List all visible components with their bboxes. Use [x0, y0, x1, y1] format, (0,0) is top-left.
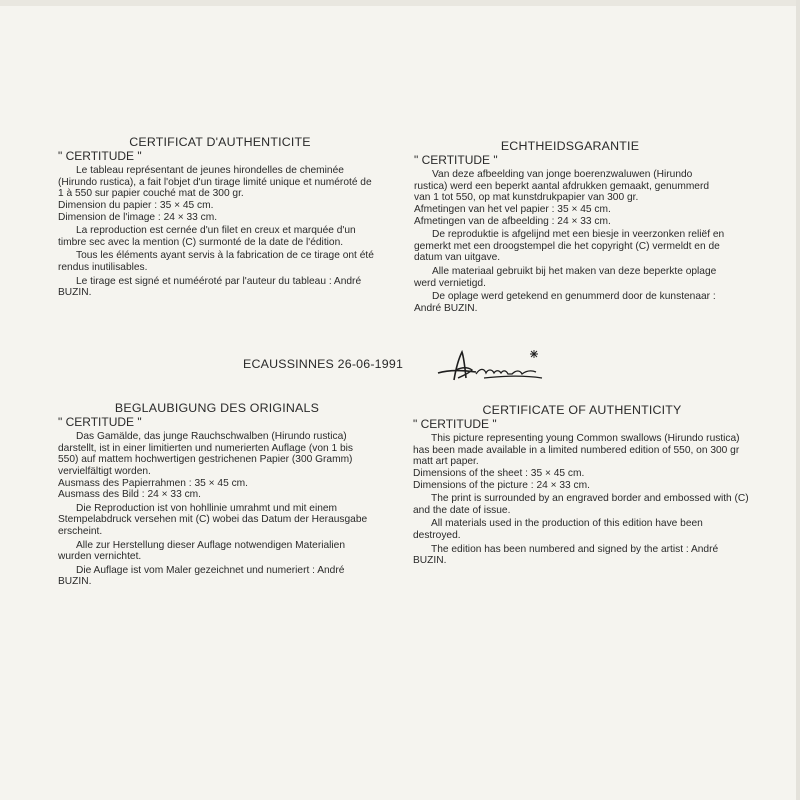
dutch-paragraph-3: Alle materiaal gebruikt bij het maken van deze beperkte oplage werd vernietigd. — [414, 265, 717, 289]
english-subtitle: " CERTITUDE " — [413, 416, 497, 431]
dutch-title: ECHTHEIDSGARANTIE — [500, 139, 640, 153]
english-dimension-picture: Dimensions of the picture : 24 × 33 cm. — [413, 479, 590, 491]
french-title: CERTIFICAT D'AUTHENTICITE — [129, 135, 311, 149]
english-paragraph-3: All materials used in the production of this edition have been destroyed. — [413, 518, 703, 541]
dutch-dimension-sheet: Afmetingen van het vel papier : 35 × 45 cm. — [414, 203, 611, 215]
dutch-paragraph-2: De reproduktie is afgelijnd met een biesje in veerzonken reliëf en gemerkt met een droogstempel die het copyright (C) vermeldt en de datum van uitgave. — [414, 229, 725, 264]
german-paragraph-2: Die Reproduction ist von hohllinie umrahmt und mit einem Stempelabdruck versehen mit (C) wobei das Datum der Herausgabe erscheint. — [58, 502, 368, 537]
english-certificate-block — [413, 405, 751, 567]
dutch-certificate-block — [414, 141, 726, 314]
english-dimension-sheet: Dimensions of the sheet : 35 × 45 cm. — [413, 467, 585, 479]
german-certificate-block — [58, 403, 376, 588]
english-paragraph-1: This picture representing young Common swallows (Hirundo rustica) has been made available in a limited numbered edition of 550, on 300 gr matt art paper. — [413, 433, 740, 468]
french-paragraph-3: Tous les éléments ayant servis à la fabrication de ce tirage ont été rendus inutilisables. — [58, 250, 374, 273]
french-dimension-paper: Dimension du papier : 35 × 45 cm. — [58, 199, 214, 211]
dutch-subtitle: " CERTITUDE " — [414, 152, 498, 167]
french-certificate-block — [58, 137, 376, 299]
german-paragraph-3: Alle zur Herstellung dieser Auflage notwendigen Materialien wurden vernichtet. — [58, 539, 345, 563]
dutch-dimension-image: Afmetingen van de afbeelding : 24 × 33 cm. — [414, 215, 611, 227]
artist-signature — [432, 340, 552, 390]
german-paragraph-1: Das Gamälde, das junge Rauchschwalben (Hirundo rustica) darstellt, ist in einer limitierten und numerierten Auflage (von 1 bis 550) auf mattem hochwertigen gestrichenen Papier (300 Gramm) vervielfältigt worden. — [58, 431, 354, 477]
english-paragraph-4: The edition has been numbered and signed by the artist : André BUZIN. — [413, 543, 719, 567]
english-paragraph-2: The print is surrounded by an engraved border and embossed with (C) and the date of issue. — [413, 493, 749, 516]
dutch-paragraph-4: De oplage werd getekend en genummerd door de kunstenaar : André BUZIN. — [414, 291, 716, 314]
german-subtitle: " CERTITUDE " — [58, 414, 142, 429]
dutch-paragraph-1: Van deze afbeelding van jonge boerenzwaluwen (Hirundo rustica) werd een beperkt aantal afdrukken gemaakt, genummerd van 1 tot 550, op mat kunstdrukpapier van 300 gr. — [414, 169, 710, 204]
german-paragraph-4: Die Auflage ist vom Maler gezeichnet und numeriert : André BUZIN. — [58, 564, 345, 588]
paper-edge-top — [0, 0, 800, 6]
french-paragraph-4: Le tirage est signé et numééroté par l'auteur du tableau : André BUZIN. — [58, 275, 362, 299]
english-title: CERTIFICATE OF AUTHENTICITY — [482, 403, 682, 417]
place-and-date: ECAUSSINNES 26-06-1991 — [243, 357, 404, 371]
german-dimension-image: Ausmass des Bild : 24 × 33 cm. — [58, 489, 201, 501]
german-title: BEGLAUBIGUNG DES ORIGINALS — [114, 401, 320, 415]
french-dimension-image: Dimension de l'image : 24 × 33 cm. — [58, 211, 218, 223]
french-paragraph-2: La reproduction est cernée d'un filet en creux et marquée d'un timbre sec avec la mention (C) surmonté de la date de l'édition. — [58, 225, 356, 248]
german-dimension-paper: Ausmass des Papierrahmen : 35 × 45 cm. — [58, 477, 248, 489]
french-subtitle: " CERTITUDE " — [58, 148, 142, 163]
paper-edge-right — [796, 0, 800, 800]
french-paragraph-1: Le tableau représentant de jeunes hirondelles de cheminée (Hirundo rustica), a fait l'objet d'un tirage limité unique et numéroté de 1 à 550 sur papier couché mat de 300 gr. — [58, 165, 372, 200]
